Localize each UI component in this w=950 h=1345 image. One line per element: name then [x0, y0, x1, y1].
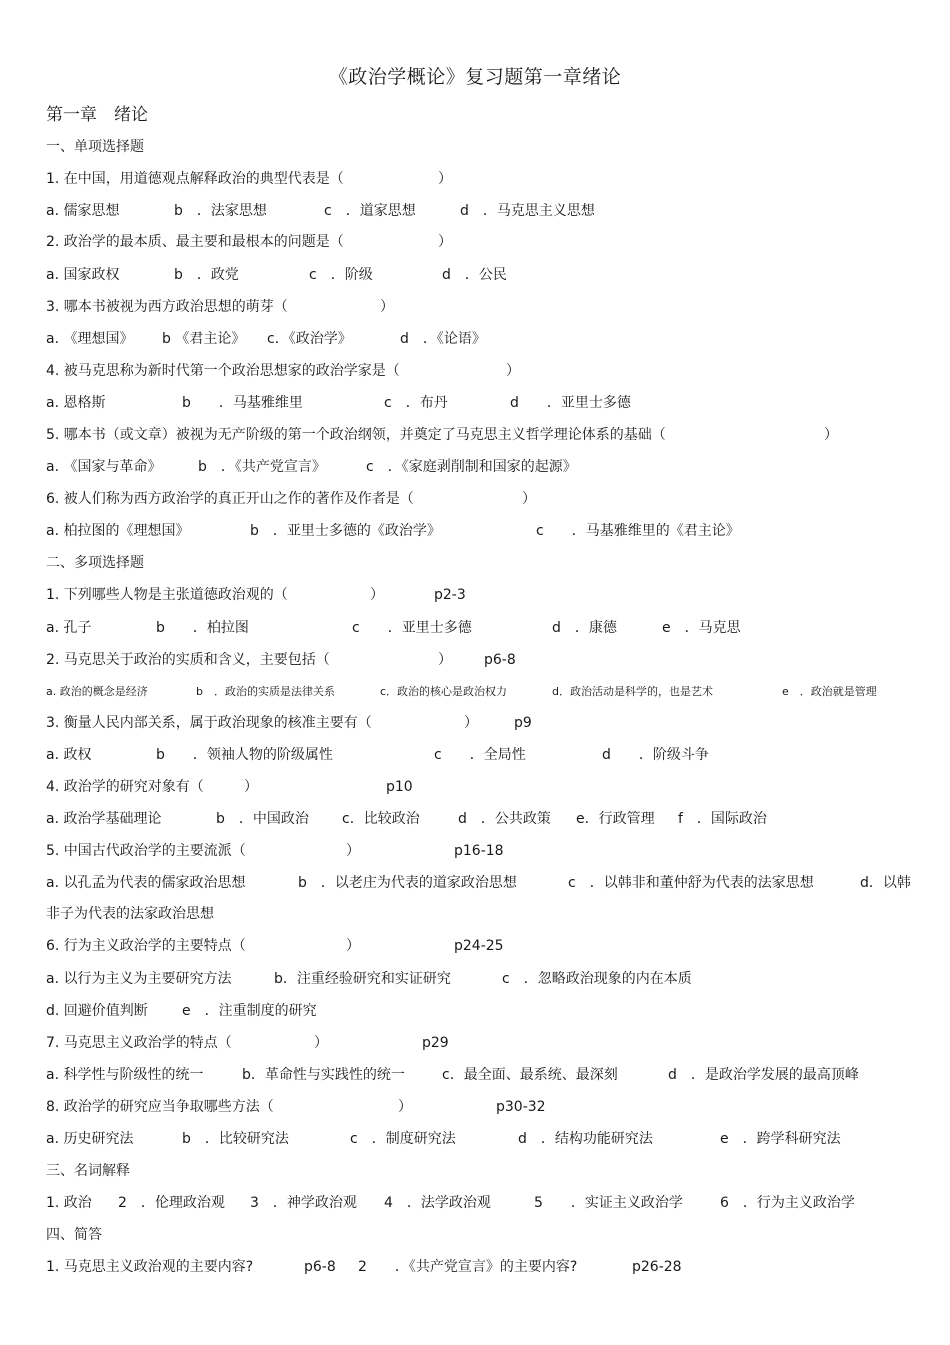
option-c: c ．忽略政治现象的内在本质 — [502, 971, 692, 987]
option-d: d ．公共政策 — [458, 811, 551, 827]
section-heading-short-answer: 四、简答 — [46, 1227, 102, 1243]
option-c: c ．全局性 — [434, 747, 526, 763]
question-text: 4. 被马克思称为新时代第一个政治思想家的政治学家是（ — [46, 363, 400, 379]
page-reference: p10 — [386, 779, 413, 795]
short-answer-question: 1. 马克思主义政治观的主要内容? — [46, 1259, 254, 1275]
option-a: a. 以孔孟为代表的儒家政治思想 — [46, 875, 246, 891]
option-b: b 《君主论》 — [162, 331, 246, 347]
page-reference: p24-25 — [454, 938, 504, 954]
term-item: 3 ．神学政治观 — [250, 1195, 357, 1211]
answer-blank-close: ） — [346, 843, 360, 859]
option-b: b ．领袖人物的阶级属性 — [156, 747, 333, 763]
option-a: a. 孔子 — [46, 620, 92, 636]
page-reference: p6-8 — [484, 652, 516, 668]
option-d: d ．公民 — [442, 267, 507, 283]
option-d: d ．马克思主义思想 — [460, 203, 595, 219]
option-c: c ．道家思想 — [324, 203, 416, 219]
option-continuation: 非子为代表的法家政治思想 — [46, 906, 214, 922]
option-a: a. 政治的概念是经济 — [46, 685, 148, 698]
option-e: e ．马克思 — [662, 620, 741, 636]
section-heading-multiple-choice: 二、多项选择题 — [46, 555, 144, 571]
option-b: b ．以老庄为代表的道家政治思想 — [298, 875, 517, 891]
answer-blank-close: ） — [346, 938, 360, 954]
question-text: 7. 马克思主义政治学的特点（ — [46, 1035, 232, 1051]
option-d: d ．是政治学发展的最高顶峰 — [668, 1067, 859, 1083]
option-c: c ．亚里士多德 — [352, 620, 472, 636]
option-d: d ．结构功能研究法 — [518, 1131, 653, 1147]
term-item: 4 ．法学政治观 — [384, 1195, 491, 1211]
document-title: 《政治学概论》复习题第一章绪论 — [328, 66, 622, 88]
answer-blank-close: ） — [438, 652, 452, 668]
option-c: c ．阶级 — [309, 267, 373, 283]
option-b: b ．马基雅维里 — [182, 395, 303, 411]
option-b: b．注重经验研究和实证研究 — [274, 971, 451, 987]
option-d: d．以韩 — [860, 875, 911, 891]
option-b: b ．亚里士多德的《政治学》 — [250, 523, 441, 539]
answer-blank-close: ） — [824, 427, 838, 443]
option-e: e ．注重制度的研究 — [182, 1003, 317, 1019]
option-d: d ．《论语》 — [400, 331, 486, 347]
page-reference: p9 — [514, 715, 532, 731]
section-heading-single-choice: 一、单项选择题 — [46, 139, 144, 155]
question-text: 4. 政治学的研究对象有（ — [46, 779, 204, 795]
page-reference: p30-32 — [496, 1099, 546, 1115]
answer-blank-close: ） — [438, 234, 452, 250]
answer-blank-close: ） — [380, 299, 394, 315]
page-reference: p29 — [422, 1035, 449, 1051]
answer-blank-close: ） — [522, 491, 536, 507]
option-b: b．革命性与实践性的统一 — [242, 1067, 405, 1083]
option-a: a. 国家政权 — [46, 267, 120, 283]
option-a: a. 历史研究法 — [46, 1131, 134, 1147]
option-c: c ．以韩非和董仲舒为代表的法家思想 — [568, 875, 814, 891]
option-b: b ．《共产党宣言》 — [198, 459, 326, 475]
answer-blank-close: ） — [244, 779, 258, 795]
option-b: b ．法家思想 — [174, 203, 267, 219]
answer-blank-close: ） — [370, 587, 384, 603]
option-d: d．政治活动是科学的，也是艺术 — [552, 685, 713, 698]
chapter-heading: 第一章 绪论 — [46, 105, 148, 125]
answer-blank-close: ） — [464, 715, 478, 731]
term-item: 1. 政治 — [46, 1195, 92, 1211]
question-text: 6. 被人们称为西方政治学的真正开山之作的著作及作者是（ — [46, 491, 414, 507]
option-d: d. 回避价值判断 — [46, 1003, 148, 1019]
answer-blank-close: ） — [314, 1035, 328, 1051]
answer-blank-close: ） — [438, 171, 452, 187]
short-answer-question: 2 ．《共产党宣言》的主要内容? — [358, 1259, 578, 1275]
question-text: 3. 哪本书被视为西方政治思想的萌芽（ — [46, 299, 288, 315]
term-item: 6 ．行为主义政治学 — [720, 1195, 855, 1211]
option-a: a. 柏拉图的《理想国》 — [46, 523, 190, 539]
option-e: e．行政管理 — [576, 811, 655, 827]
section-heading-term-definition: 三、名词解释 — [46, 1163, 130, 1179]
option-a: a. 《理想国》 — [46, 331, 134, 347]
term-item: 2 ．伦理政治观 — [118, 1195, 225, 1211]
option-b: b ．政党 — [174, 267, 239, 283]
answer-blank-close: ） — [398, 1099, 412, 1115]
option-d: d ．康德 — [552, 620, 617, 636]
question-text: 6. 行为主义政治学的主要特点（ — [46, 938, 246, 954]
question-text: 8. 政治学的研究应当争取哪些方法（ — [46, 1099, 274, 1115]
question-text: 5. 哪本书（或文章）被视为无产阶级的第一个政治纲领，并奠定了马克思主义哲学理论体系的基础（ — [46, 427, 666, 443]
option-a: a. 《国家与革命》 — [46, 459, 162, 475]
option-a: a. 政治学基础理论 — [46, 811, 162, 827]
option-c: c．《政治学》 — [267, 331, 352, 347]
option-c: c ．制度研究法 — [350, 1131, 456, 1147]
option-d: d ．亚里士多德 — [510, 395, 631, 411]
option-f: f ．国际政治 — [678, 811, 767, 827]
option-b: b ．比较研究法 — [182, 1131, 289, 1147]
page-reference: p26-28 — [632, 1259, 682, 1275]
option-c: c．政治的核心是政治权力 — [380, 685, 508, 698]
question-text: 1. 在中国，用道德观点解释政治的典型代表是（ — [46, 171, 344, 187]
question-text: 2. 马克思关于政治的实质和含义，主要包括（ — [46, 652, 330, 668]
option-a: a. 恩格斯 — [46, 395, 106, 411]
question-text: 5. 中国古代政治学的主要流派（ — [46, 843, 246, 859]
option-b: b ．政治的实质是法律关系 — [196, 685, 335, 698]
option-a: a. 以行为主义为主要研究方法 — [46, 971, 232, 987]
page-reference: p2-3 — [434, 587, 466, 603]
option-a: a. 儒家思想 — [46, 203, 120, 219]
term-item: 5 ．实证主义政治学 — [534, 1195, 683, 1211]
option-e: e ．政治就是管理 — [782, 685, 877, 698]
question-text: 3. 衡量人民内部关系，属于政治现象的核准主要有（ — [46, 715, 372, 731]
option-d: d ．阶级斗争 — [602, 747, 709, 763]
option-c: c ．《家庭剥削制和国家的起源》 — [366, 459, 577, 475]
option-a: a. 科学性与阶级性的统一 — [46, 1067, 204, 1083]
option-c: c．比较政治 — [342, 811, 420, 827]
page-reference: p6-8 — [304, 1259, 336, 1275]
page-reference: p16-18 — [454, 843, 504, 859]
option-b: b ．中国政治 — [216, 811, 309, 827]
option-a: a. 政权 — [46, 747, 92, 763]
option-c: c．最全面、最系统、最深刻 — [442, 1067, 618, 1083]
option-e: e ．跨学科研究法 — [720, 1131, 841, 1147]
question-text: 2. 政治学的最本质、最主要和最根本的问题是（ — [46, 234, 344, 250]
question-text: 1. 下列哪些人物是主张道德政治观的（ — [46, 587, 288, 603]
option-b: b ．柏拉图 — [156, 620, 249, 636]
answer-blank-close: ） — [506, 363, 520, 379]
option-c: c ．马基雅维里的《君主论》 — [536, 523, 740, 539]
option-c: c ．布丹 — [384, 395, 448, 411]
